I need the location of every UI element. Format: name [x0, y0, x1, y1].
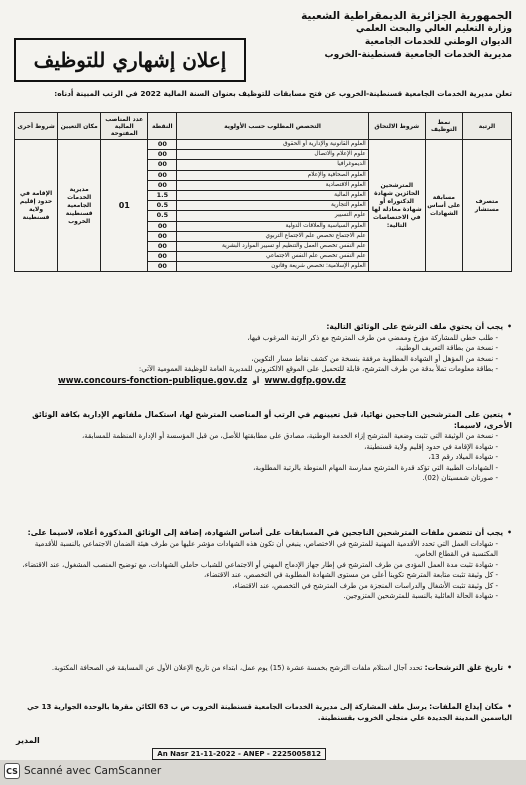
- specialty-item: العلوم الصحافية والإعلام: [177, 171, 367, 181]
- list-item: - شهادة الميلاد رقم 13،: [18, 452, 498, 463]
- list-item: - صورتان شمسيتان (02).: [18, 473, 498, 484]
- section-heading: • يتعين على المترشحين الناجحين نهائيا، قبل تعيينهم في الرتب أو المناصب المترشح لها، استكمال ملفاتهم الإدارية بكافة الوثائق الأخرى، لاسيما:: [18, 410, 512, 431]
- conditions-cell: المترشحين الحائزين شهادة الدكتوراه أو شهادة معادلة لها في الاختصاصات التالية:: [368, 140, 425, 272]
- list-item: - شهادة الحالة العائلية بالنسبة للمترشحين المتزوجين.: [18, 591, 498, 602]
- col-points-header: النقطة: [148, 113, 177, 140]
- list-item: - طلب خطي للمشاركة مؤرخ وممضي من طرف المترشح مع ذكر الرتبة المرغوب فيها،: [18, 333, 498, 344]
- header-directorate: مديرية الخدمات الجامعية قسنطينة-الخروب: [324, 50, 512, 60]
- point-value: 00: [148, 252, 176, 262]
- header-office: الديوان الوطني للخدمات الجامعية: [364, 37, 512, 47]
- final-documents-section: [18, 410, 512, 484]
- positions-cell: 01: [101, 140, 148, 272]
- specialty-item: الديموغرافيا: [177, 160, 367, 170]
- col-positions-header: عدد المناصب المالية المفتوحة: [101, 113, 148, 140]
- other-conditions-cell: الإقامة في حدود إقليم ولاية قسنطينة: [15, 140, 58, 272]
- point-value: 1.5: [148, 191, 176, 201]
- or-label: أو: [252, 376, 260, 385]
- list-item: - شهادات العمل التي تحدد الأقدمية المهنية للمترشح في الاختصاص، ينبغي أن تكون هذه الشهادات مؤشر عليها من طرف هيئة الضمان الاجتماعي بالنسبة للأقدمية المكتسبة في القطاع الخاص،: [18, 539, 498, 560]
- points-cell: [148, 140, 177, 272]
- publication-footer: An Nasr 21-11-2022 - ANEP - 2225005812: [152, 748, 326, 760]
- list-item: - شهادة الإقامة في حدود إقليم ولاية قسنطينة،: [18, 442, 498, 453]
- intro-text: تعلن مديرية الخدمات الجامعية قسنطينة-الخروب عن فتح مسابقات للتوظيف بعنوان السنة المالية 2022 في الرتب المبينة أدناه:: [54, 89, 512, 98]
- col-other-header: شروط أخرى: [15, 113, 58, 140]
- point-value: 00: [148, 140, 176, 150]
- specialty-item: العلوم التجارية: [177, 201, 367, 211]
- list-item: - نسخة من المؤهل أو الشهادة المطلوبة مرفقة بنسخة من كشف نقاط مسار التكوين،: [18, 354, 498, 365]
- point-value: 00: [148, 222, 176, 232]
- place-cell: مديرية الخدمات الجامعية قسنطينة الخروب: [58, 140, 101, 272]
- announcement-title: إعلان إشهاري للتوظيف: [14, 38, 246, 82]
- header-republic: الجمهورية الجزائرية الديمقراطية الشعبية: [301, 10, 512, 22]
- dgfp-link[interactable]: www.dgfp.gov.dz: [264, 374, 346, 385]
- list-item: - كل وثيقة تثبت الأشغال والدراسات المنجزة من طرف المترشح في التخصص، عند الاقتضاء،: [18, 581, 498, 592]
- camscanner-logo-icon: CS: [4, 763, 20, 779]
- specialty-item: العلوم القانونية والإدارية أو الحقوق: [177, 140, 367, 150]
- specialty-item: علم النفس تخصص علم النفس الاجتماعي: [177, 252, 367, 262]
- concours-link[interactable]: www.concours-fonction-publique.gov.dz: [58, 374, 248, 385]
- point-value: 00: [157, 262, 167, 271]
- specialty-item: العلوم السياسية والعلاقات الدولية: [177, 222, 367, 232]
- deadline-text: تحدد آجال استلام ملفات الترشح بخمسة عشرة (15) يوم عمل، ابتداء من تاريخ الإعلان الأول عن المسابقة في الصحافة المكتوبة.: [51, 664, 423, 672]
- list-item: - نسخة من الوثيقة التي تثبت وضعية المترشح إزاء الخدمة الوطنية، مصادق على مطابقتها للأصل، من قبل المؤسسة أو الإدارة المنظمة للمسابقة،: [18, 431, 498, 442]
- specialty-item: العلوم الاقتصادية: [177, 181, 367, 191]
- col-place-header: مكان التعيين: [58, 113, 101, 140]
- col-mode-header: نمط التوظيف: [425, 113, 462, 140]
- list-item: - شهادة تثبت مدة العمل المؤدى من طرف المترشح في إطار جهاز الإدماج المهني أو الاجتماعي للشباب حاملي الشهادات، مع توضيح المنصب المشغول، عند الاقتضاء،: [18, 560, 498, 571]
- specialty-item: علم النفس تخصص العمل والتنظيم أو تسيير الموارد البشرية: [177, 242, 367, 252]
- col-conditions-header: شروط الالتحاق: [368, 113, 425, 140]
- point-value: 00: [148, 242, 176, 252]
- point-value: 00: [148, 160, 176, 170]
- diploma-documents-section: [18, 528, 512, 602]
- header-ministry: وزارة التعليم العالي والبحث العلمي: [355, 24, 512, 34]
- list-item: - بطاقة معلومات تملأ بدقة من طرف المترشح، قابلة للتحميل على الموقع الالكتروني للمديرية العامة للوظيفة العمومية الآتي:: [18, 364, 498, 375]
- point-value: 00: [148, 171, 176, 181]
- specialty-item: العلوم المالية: [177, 191, 367, 201]
- point-value: 00: [148, 232, 176, 242]
- point-value: 00: [148, 150, 176, 160]
- specialties-cell: [177, 140, 368, 272]
- director-signature: المدير: [16, 736, 40, 745]
- point-value: 00: [148, 181, 176, 191]
- col-rank-header: الرتبة: [462, 113, 511, 140]
- point-value: 0.5: [148, 201, 176, 211]
- col-specialty-header: التخصص المطلوب حسب الأولوية: [177, 113, 368, 140]
- list-item: - الشهادات الطبية التي تؤكد قدرة المترشح ممارسة المهام المنوطة بالرتبة المطلوبة،: [18, 463, 498, 474]
- recruitment-table: [14, 112, 512, 272]
- specialty-item: علوم الإعلام والاتصال: [177, 150, 367, 160]
- camscanner-watermark: [4, 763, 161, 779]
- specialty-item: علوم التسيير: [177, 211, 367, 221]
- section-heading: • يجب أن تتضمن ملفات المترشحين الناجحين في المسابقات على أساس الشهادة، إضافة إلى الوثائق المذكورة أعلاه، لاسيما على:: [18, 528, 512, 539]
- required-documents-section: [18, 322, 512, 386]
- rank-cell: متصرف مستشار: [462, 140, 511, 272]
- submission-place-section: [18, 702, 512, 723]
- submission-text: يرسل ملف المشاركة إلى مديرية الخدمات الجامعية قسنطينة الخروب ص ب 63 الكائن مقرها بالوحدة الجوارية 13 حي الياسمين المدينة الجديدة علي منجلي الخروب بقسنطينة.: [27, 703, 512, 722]
- section-heading: • تاريخ غلق الترشحات:: [425, 663, 512, 672]
- point-value: 0.5: [148, 211, 176, 221]
- list-item: - كل وثيقة تثبت متابعة المترشح تكوينا أعلى من مستوى الشهادة المطلوبة في التخصص، عند الاقتضاء،: [18, 570, 498, 581]
- mode-cell: مسابقة على أساس الشهادات: [425, 140, 462, 272]
- document-header: [301, 10, 512, 62]
- section-heading: • مكان إيداع الملفات:: [429, 702, 512, 711]
- watermark-text: Scanné avec CamScanner: [24, 765, 162, 777]
- section-heading: • يجب أن يحتوي ملف الترشح على الوثائق التالية:: [18, 322, 512, 333]
- deadline-section: [18, 663, 512, 674]
- list-item: - نسخة من بطاقة التعريف الوطنية،: [18, 343, 498, 354]
- specialty-item: العلوم الإسلامية: تخصص شريعة وقانون: [271, 263, 366, 270]
- specialty-item: علم الاجتماع تخصص علم الاجتماع التربوي: [177, 232, 367, 242]
